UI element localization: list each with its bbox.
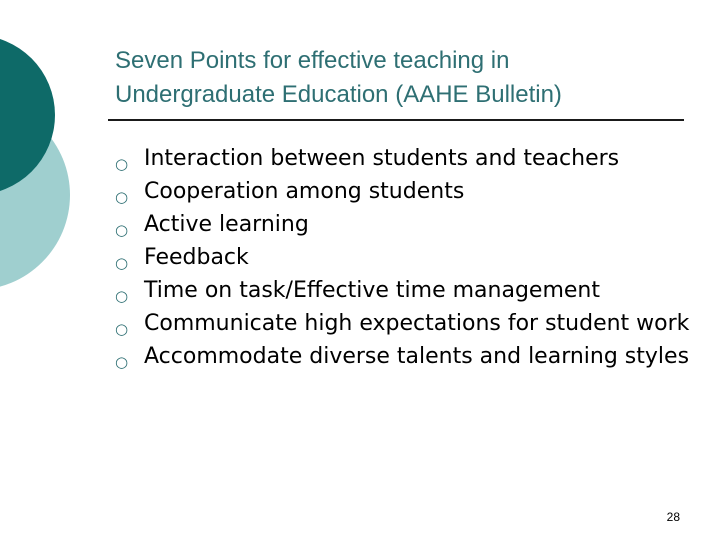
circle-bullet-icon: ○ — [115, 287, 129, 305]
circle-bullet-icon: ○ — [115, 320, 129, 338]
bullet-text: Active learning — [144, 212, 309, 237]
bullet-item — [115, 344, 705, 371]
bullet-item — [115, 146, 705, 173]
bullet-text: Interaction between students and teachers — [144, 146, 620, 171]
bullet-item — [115, 311, 705, 338]
bullet-item — [115, 278, 705, 305]
slide-title — [115, 44, 695, 112]
slide-number: 28 — [666, 510, 680, 524]
bullet-text: Accommodate diverse talents and learning styles — [144, 344, 690, 369]
circle-bullet-icon: ○ — [115, 221, 129, 239]
circle-bullet-icon: ○ — [115, 353, 129, 371]
bullet-item — [115, 179, 705, 206]
bullet-list — [115, 146, 705, 377]
bullet-text: Feedback — [144, 245, 249, 270]
slide-title-line-2: Undergraduate Education (AAHE Bulletin) — [115, 81, 562, 108]
bullet-item — [115, 245, 705, 272]
circle-bullet-icon: ○ — [115, 155, 129, 173]
title-divider — [108, 119, 684, 121]
slide-title-line-1: Seven Points for effective teaching in — [115, 47, 510, 74]
bullet-item — [115, 212, 705, 239]
bullet-text: Cooperation among students — [144, 179, 465, 204]
bullet-text: Time on task/Effective time management — [144, 278, 600, 303]
decorative-circles — [0, 0, 120, 300]
circle-bullet-icon: ○ — [115, 188, 129, 206]
bullet-text: Communicate high expectations for student work — [144, 311, 690, 336]
circle-bullet-icon: ○ — [115, 254, 129, 272]
